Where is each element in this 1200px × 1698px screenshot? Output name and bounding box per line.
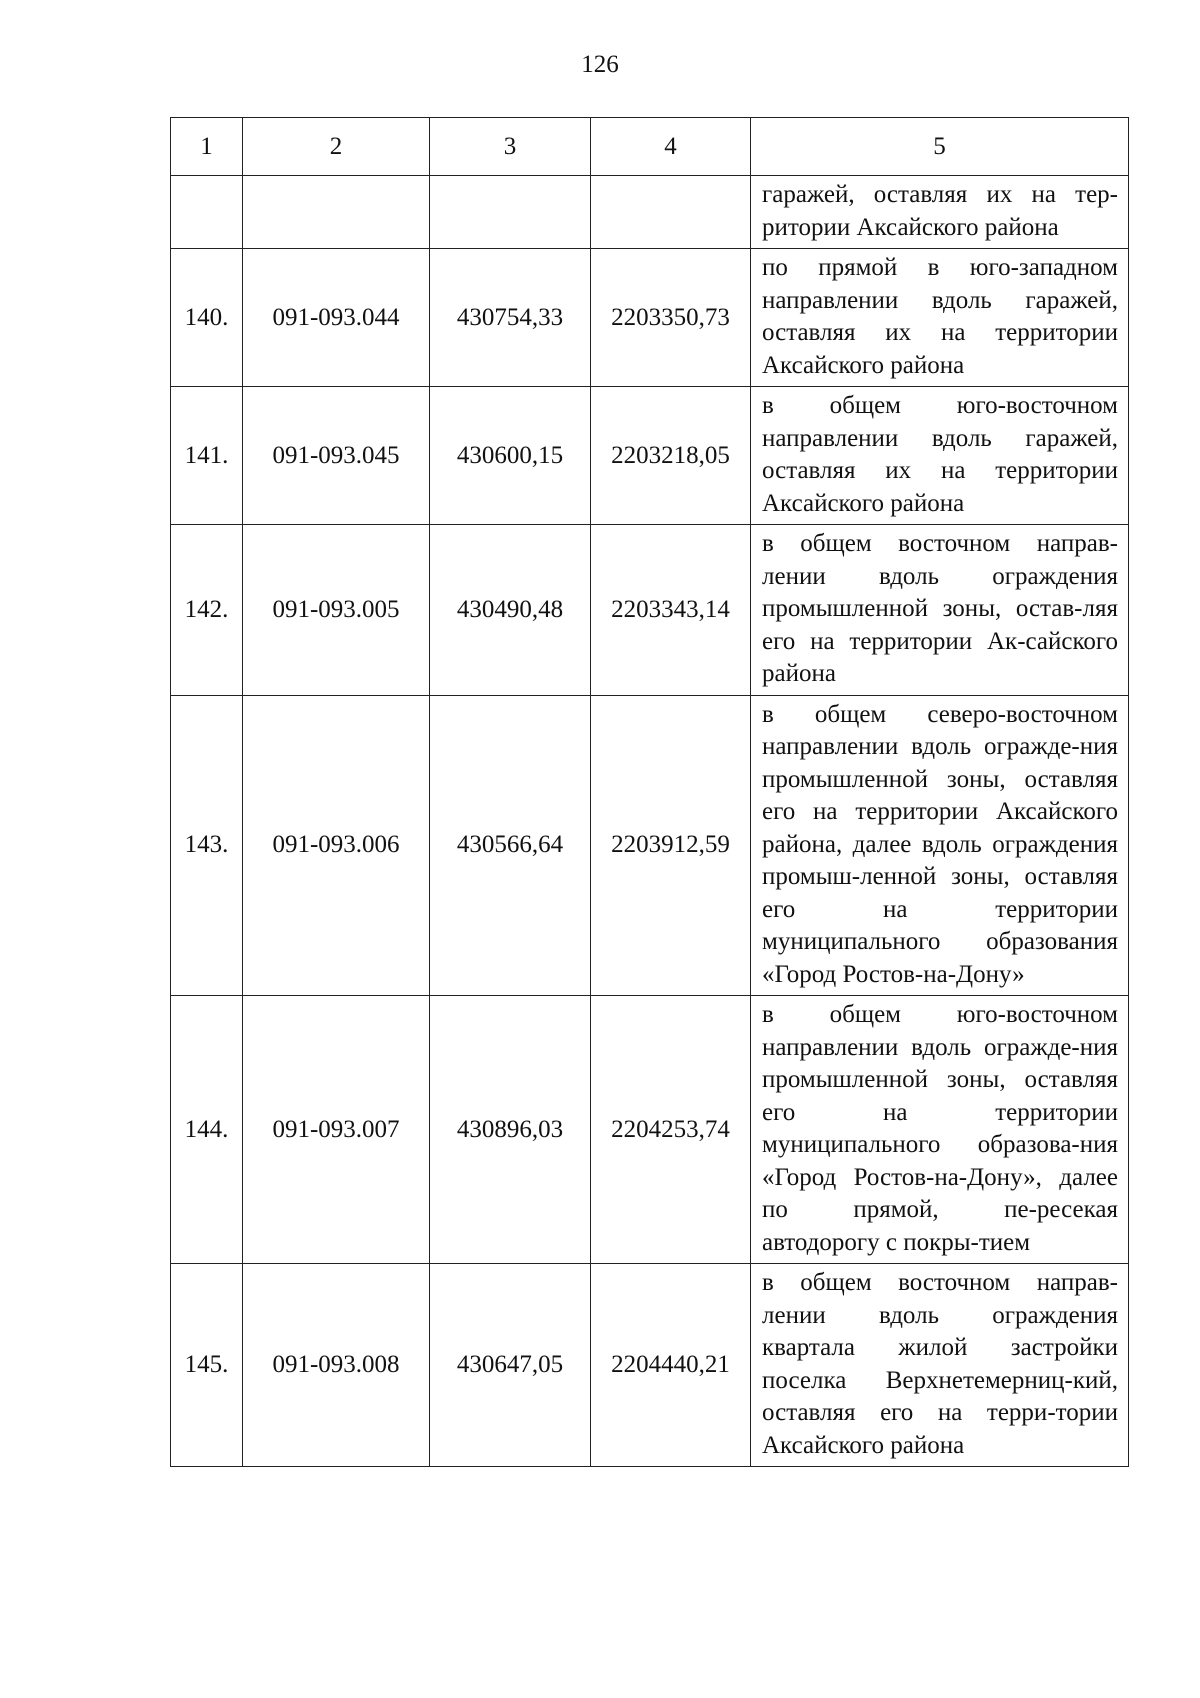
point-code: 091-093.007: [243, 996, 430, 1264]
point-number: 144.: [171, 996, 243, 1264]
table-row: [171, 996, 1129, 1264]
page-number: 126: [581, 51, 619, 78]
continuation-empty-cell: [430, 176, 591, 249]
coordinate-x: 430754,33: [430, 249, 591, 387]
continuation-empty-cell: [171, 176, 243, 249]
boundary-description: в общем северо-восточном направлении вдоль огражде-ния промышленной зоны, оставляя его на территории Аксайского района, далее вдоль ограждения промыш-ленной зоны, оставляя его на территории муниципального образования «Город Ростов-на-Дону»: [751, 695, 1129, 996]
point-code: 091-093.006: [243, 695, 430, 996]
coordinate-x: 430896,03: [430, 996, 591, 1264]
coordinate-x: 430566,64: [430, 695, 591, 996]
point-number: 141.: [171, 387, 243, 525]
table-row: [171, 1264, 1129, 1467]
point-number: 145.: [171, 1264, 243, 1467]
column-header-4: 4: [591, 118, 751, 176]
coordinate-y: 2203912,59: [591, 695, 751, 996]
coordinate-y: 2203218,05: [591, 387, 751, 525]
point-number: 142.: [171, 525, 243, 696]
coordinate-x: 430490,48: [430, 525, 591, 696]
point-code: 091-093.044: [243, 249, 430, 387]
boundary-description: в общем юго-восточном направлении вдоль огражде-ния промышленной зоны, оставляя его на территории муниципального образова-ния «Город Ростов-на-Дону», далее по прямой, пе-ресекая автодорогу с покры-тием: [751, 996, 1129, 1264]
point-code: 091-093.008: [243, 1264, 430, 1467]
boundary-description: в общем восточном направ-лении вдоль ограждения квартала жилой застройки поселка Верхнетемерниц-кий, оставляя его на терри-тории Аксайского района: [751, 1264, 1129, 1467]
coordinate-y: 2203343,14: [591, 525, 751, 696]
table-row: [171, 249, 1129, 387]
boundary-points-table: [170, 117, 1129, 1467]
point-number: 143.: [171, 695, 243, 996]
column-header-1: 1: [171, 118, 243, 176]
continuation-empty-cell: [243, 176, 430, 249]
table-row: [171, 695, 1129, 996]
table-row: [171, 387, 1129, 525]
continuation-row: [171, 176, 1129, 249]
coordinate-y: 2204253,74: [591, 996, 751, 1264]
column-header-5: 5: [751, 118, 1129, 176]
point-code: 091-093.005: [243, 525, 430, 696]
boundary-description: в общем юго-восточном направлении вдоль гаражей, оставляя их на территории Аксайского района: [751, 387, 1129, 525]
column-number-header-row: [171, 118, 1129, 176]
point-number: 140.: [171, 249, 243, 387]
continuation-description: гаражей, оставляя их на тер-ритории Аксайского района: [751, 176, 1129, 249]
column-header-3: 3: [430, 118, 591, 176]
coordinate-x: 430647,05: [430, 1264, 591, 1467]
boundary-description: в общем восточном направ-лении вдоль ограждения промышленной зоны, остав-ляя его на территории Ак-сайского района: [751, 525, 1129, 696]
column-header-2: 2: [243, 118, 430, 176]
table-row: [171, 525, 1129, 696]
coordinate-y: 2203350,73: [591, 249, 751, 387]
boundary-description: по прямой в юго-западном направлении вдоль гаражей, оставляя их на территории Аксайского района: [751, 249, 1129, 387]
point-code: 091-093.045: [243, 387, 430, 525]
continuation-empty-cell: [591, 176, 751, 249]
coordinate-x: 430600,15: [430, 387, 591, 525]
coordinate-y: 2204440,21: [591, 1264, 751, 1467]
